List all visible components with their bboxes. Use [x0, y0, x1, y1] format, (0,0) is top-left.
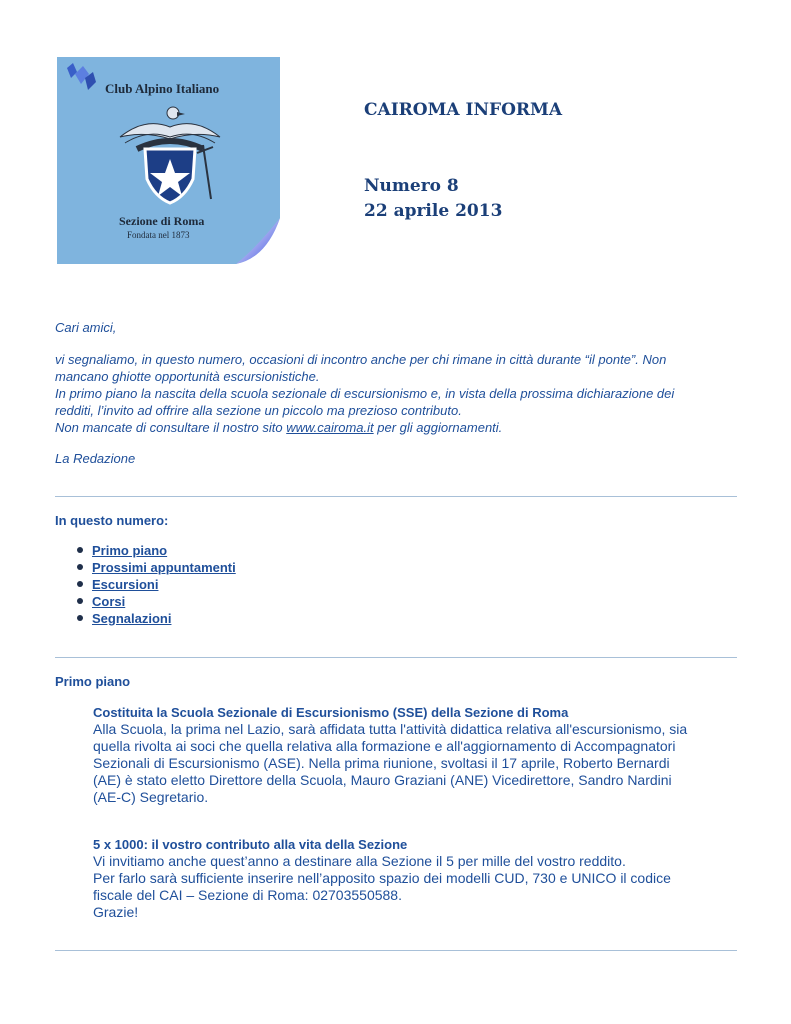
article-line: fiscale del CAI – Sezione di Roma: 02703550588. — [93, 887, 402, 903]
article-line: quella rivolta ai soci che quella relativa alla formazione e all'aggiornamento di Accompagnatori — [93, 738, 676, 754]
toc-list — [77, 542, 236, 627]
site-prefix: Non mancate di consultare il nostro sito — [55, 420, 287, 435]
issue-date: 22 aprile 2013 — [364, 201, 503, 221]
article-title: Costituita la Scuola Sezionale di Escursionismo (SSE) della Sezione di Roma — [93, 705, 569, 720]
intro-line: vi segnaliamo, in questo numero, occasioni di incontro anche per chi rimane in città durante “il ponte”. Non — [55, 352, 667, 367]
article-line: Alla Scuola, la prima nel Lazio, sarà affidata tutta l'attività didattica relativa all'escursionismo, sia — [93, 721, 688, 737]
article-line: (AE-C) Segretario. — [93, 789, 209, 805]
cai-mini-logo-icon — [61, 60, 99, 94]
logo-title: Club Alpino Italiano — [105, 81, 220, 96]
article-line: Sezionali di Escursionismo (ASE). Nella prima riunione, svoltasi il 17 aprile, Roberto Bernardi — [93, 755, 670, 771]
article-line: Vi invitiamo anche quest’anno a destinare alla Sezione il 5 per mille del vostro reddito. — [93, 853, 626, 869]
signature: La Redazione — [55, 451, 136, 466]
toc-item-escursioni[interactable]: Escursioni — [77, 576, 236, 593]
section-heading: Primo piano — [55, 674, 131, 689]
site-suffix: per gli aggiornamenti. — [373, 420, 503, 435]
divider — [55, 657, 737, 658]
cai-logo — [57, 57, 280, 264]
logo-founded: Fondata nel 1873 — [127, 230, 190, 240]
newsletter-title: CAIROMA INFORMA — [364, 100, 563, 120]
toc-item-primo-piano[interactable]: Primo piano — [77, 542, 236, 559]
article-title: 5 x 1000: il vostro contributo alla vita della Sezione — [93, 837, 408, 852]
toc-item-prossimi-appuntamenti[interactable]: Prossimi appuntamenti — [77, 559, 236, 576]
eagle-star-emblem-icon — [115, 97, 225, 207]
intro-line: redditi, l’invito ad offrire alla sezione un piccolo ma prezioso contributo. — [55, 403, 462, 418]
divider — [55, 950, 737, 951]
issue-number: Numero 8 — [364, 176, 459, 196]
divider — [55, 496, 737, 497]
article-line: Per farlo sarà sufficiente inserire nell’apposito spazio dei modelli CUD, 730 e UNICO il codice — [93, 870, 671, 886]
site-link[interactable]: www.cairoma.it — [286, 420, 374, 435]
toc-heading: In questo numero: — [55, 513, 169, 528]
intro-greeting: Cari amici, — [55, 320, 117, 335]
intro-line: In primo piano la nascita della scuola sezionale di escursionismo e, in vista della prossima dichiarazione dei — [55, 386, 675, 401]
article-line: (AE) è stato eletto Direttore della Scuola, Mauro Graziani (ANE) Vicedirettore, Sandro Nardini — [93, 772, 672, 788]
logo-section: Sezione di Roma — [119, 214, 205, 228]
intro-site-line — [55, 419, 502, 436]
toc-item-segnalazioni[interactable]: Segnalazioni — [77, 610, 236, 627]
page-curl-icon — [236, 218, 280, 264]
article-line: Grazie! — [93, 904, 139, 920]
intro-line: mancano ghiotte opportunità escursionistiche. — [55, 369, 320, 384]
toc-item-corsi[interactable]: Corsi — [77, 593, 236, 610]
